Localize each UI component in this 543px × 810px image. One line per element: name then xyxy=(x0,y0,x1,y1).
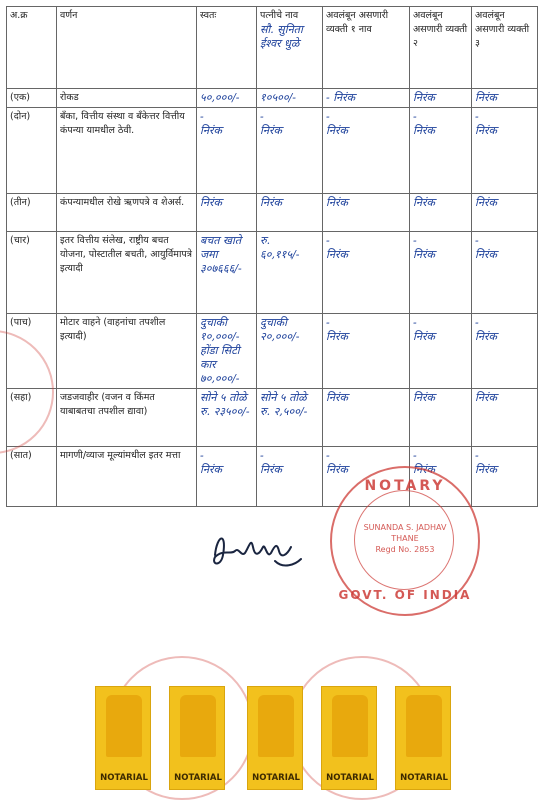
handwritten-entry: - xyxy=(475,110,479,123)
handwritten-entry: निरंक xyxy=(260,124,282,137)
handwritten-entry: - xyxy=(413,234,417,247)
cell-self xyxy=(197,194,257,232)
cell-dep3 xyxy=(472,89,538,108)
handwritten-entry: निरंक xyxy=(413,196,435,209)
table-row xyxy=(7,108,538,194)
row-sr: (सहा) xyxy=(7,389,57,447)
stamp-label: NOTARIAL xyxy=(326,773,374,783)
header-description: वर्णन xyxy=(57,7,197,89)
cell-dep3 xyxy=(472,314,538,389)
cell-spouse xyxy=(257,389,323,447)
cell-self xyxy=(197,447,257,507)
handwritten-entry: होंडा सिटी कार xyxy=(200,344,240,371)
row-description: मोटार वाहने (वाहनांचा तपशील इत्यादी) xyxy=(57,314,197,389)
handwritten-entry: - xyxy=(413,110,417,123)
handwritten-entry: ३०७६६६/- xyxy=(200,262,242,275)
row-sr: (दोन) xyxy=(7,108,57,194)
notarial-stamp xyxy=(395,686,451,790)
seal-top-text: NOTARY xyxy=(364,478,446,494)
handwritten-entry: निरंक xyxy=(475,248,497,261)
row-description: रोकड xyxy=(57,89,197,108)
row-description: इतर वित्तीय संलेख, राष्ट्रीय बचत योजना, पोस्टातील बचती, आयुर्विमापत्रे इत्यादी xyxy=(57,232,197,314)
table-row xyxy=(7,389,538,447)
cell-dep1 xyxy=(323,89,410,108)
notarial-stamps xyxy=(95,686,465,790)
stamp-label: NOTARIAL xyxy=(100,773,148,783)
handwritten-entry: - xyxy=(326,316,330,329)
handwritten-entry: निरंक xyxy=(413,91,435,104)
handwritten-entry: निरंक xyxy=(326,391,348,404)
header-spouse-label: पत्नीचे नाव xyxy=(260,10,299,21)
header-self: स्वतः xyxy=(197,7,257,89)
notarial-stamp xyxy=(247,686,303,790)
seal-notary-name: SUNANDA S. JADHAV xyxy=(363,523,447,532)
row-sr: (एक) xyxy=(7,89,57,108)
table-row xyxy=(7,89,538,108)
cell-dep3 xyxy=(472,232,538,314)
emblem-icon xyxy=(258,695,294,757)
row-description: बँका, वित्तीय संस्था व बँकेत्तर वित्तीय कंपन्या यामधील ठेवी. xyxy=(57,108,197,194)
handwritten-entry: - xyxy=(475,449,479,462)
handwritten-entry: - xyxy=(475,234,479,247)
handwritten-entry: - xyxy=(200,110,204,123)
row-description: कंपन्यामधील रोखे ऋणपत्रे व शेअर्स. xyxy=(57,194,197,232)
row-description: मागणी/व्याज मूल्यांमधील इतर मत्ता xyxy=(57,447,197,507)
handwritten-entry: निरंक xyxy=(475,463,497,476)
handwritten-entry: निरंक xyxy=(260,463,282,476)
handwritten-entry: रु. xyxy=(260,234,271,247)
seal-city: THANE xyxy=(391,534,419,543)
handwritten-entry: - xyxy=(475,316,479,329)
cell-spouse xyxy=(257,108,323,194)
handwritten-entry: - xyxy=(326,234,330,247)
stamp-label: NOTARIAL xyxy=(252,773,300,783)
header-spouse xyxy=(257,7,323,89)
handwritten-entry: निरंक xyxy=(475,196,497,209)
handwritten-entry: निरंक xyxy=(413,463,435,476)
handwritten-entry: - xyxy=(413,449,417,462)
handwritten-entry: रु. २,५००/- xyxy=(260,405,308,418)
table-row xyxy=(7,314,538,389)
row-sr: (चार) xyxy=(7,232,57,314)
notary-seal xyxy=(330,466,480,616)
emblem-icon xyxy=(332,695,368,757)
handwritten-entry: निरंक xyxy=(200,196,222,209)
handwritten-entry: - xyxy=(326,449,330,462)
header-sr: अ.क्र xyxy=(7,7,57,89)
cell-dep2 xyxy=(410,194,472,232)
emblem-icon xyxy=(180,695,216,757)
table-body xyxy=(7,89,538,507)
row-sr: (पाच) xyxy=(7,314,57,389)
handwritten-entry: सोने ५ तोळे xyxy=(200,391,247,404)
cell-spouse xyxy=(257,314,323,389)
handwritten-entry: १०,०००/- xyxy=(200,330,240,343)
stamp-label: NOTARIAL xyxy=(174,773,222,783)
handwritten-entry: निरंक xyxy=(200,124,222,137)
handwritten-entry: निरंक xyxy=(413,391,435,404)
cell-dep1 xyxy=(323,108,410,194)
cell-dep3 xyxy=(472,194,538,232)
cell-dep1 xyxy=(323,232,410,314)
row-sr: (तीन) xyxy=(7,194,57,232)
handwritten-entry: निरंक xyxy=(475,391,497,404)
cell-self xyxy=(197,389,257,447)
handwritten-entry: २०,०००/- xyxy=(260,330,300,343)
header-dependent-2: अवलंबून असणारी व्यक्ती २ xyxy=(410,7,472,89)
handwritten-entry: - निरंक xyxy=(326,91,356,104)
cell-spouse xyxy=(257,89,323,108)
handwritten-entry: ७०,०००/- xyxy=(200,372,240,385)
cell-spouse xyxy=(257,447,323,507)
cell-dep3 xyxy=(472,108,538,194)
cell-self xyxy=(197,232,257,314)
cell-dep2 xyxy=(410,89,472,108)
cell-dep1 xyxy=(323,389,410,447)
handwritten-entry: निरंक xyxy=(326,196,348,209)
handwritten-entry: दुचाकी xyxy=(260,316,287,329)
header-dependent-1: अवलंबून असणारी व्यक्ती १ नाव xyxy=(323,7,410,89)
seal-registration: Regd No. 2853 xyxy=(375,545,435,554)
cell-self xyxy=(197,108,257,194)
cell-dep1 xyxy=(323,314,410,389)
table-row xyxy=(7,194,538,232)
handwritten-entry: बचत खाते जमा xyxy=(200,234,242,261)
cell-dep1 xyxy=(323,194,410,232)
cell-self xyxy=(197,314,257,389)
handwritten-entry: निरंक xyxy=(475,124,497,137)
notarial-stamp xyxy=(169,686,225,790)
stamp-label: NOTARIAL xyxy=(400,773,448,783)
handwritten-entry: निरंक xyxy=(326,463,348,476)
handwritten-entry: निरंक xyxy=(326,124,348,137)
handwritten-entry: - xyxy=(413,316,417,329)
handwritten-entry: १०५००/- xyxy=(260,91,297,104)
handwritten-entry: निरंक xyxy=(475,91,497,104)
handwritten-entry: ६०,११५/- xyxy=(260,248,300,261)
handwritten-entry: निरंक xyxy=(326,330,348,343)
handwritten-entry: - xyxy=(260,449,264,462)
cell-dep2 xyxy=(410,108,472,194)
row-description: जडजवाहीर (वजन व किंमत याबाबतचा तपशील द्यावा) xyxy=(57,389,197,447)
cell-spouse xyxy=(257,194,323,232)
cell-dep3 xyxy=(472,389,538,447)
handwritten-entry: निरंक xyxy=(200,463,222,476)
emblem-icon xyxy=(406,695,442,757)
handwritten-entry: - xyxy=(326,110,330,123)
handwritten-entry: ५०,०००/- xyxy=(200,91,240,104)
table-header-row xyxy=(7,7,538,89)
handwritten-entry: - xyxy=(260,110,264,123)
handwritten-entry: निरंक xyxy=(413,248,435,261)
seal-center-text xyxy=(357,522,453,555)
handwritten-entry: निरंक xyxy=(326,248,348,261)
handwritten-entry: रु. २३५००/- xyxy=(200,405,250,418)
seal-bottom-text: GOVT. OF INDIA xyxy=(338,588,472,602)
cell-dep3 xyxy=(472,447,538,507)
row-sr: (सात) xyxy=(7,447,57,507)
asset-declaration-table xyxy=(6,6,538,507)
handwritten-entry: निरंक xyxy=(475,330,497,343)
cell-dep2 xyxy=(410,389,472,447)
notarial-stamp xyxy=(321,686,377,790)
handwritten-entry: दुचाकी xyxy=(200,316,227,329)
notarial-stamp xyxy=(95,686,151,790)
table-row xyxy=(7,232,538,314)
spouse-name: सौ. सुनिता ईश्वर धुळे xyxy=(260,23,303,50)
header-dependent-3: अवलंबून असणारी व्यक्ती ३ xyxy=(472,7,538,89)
emblem-icon xyxy=(106,695,142,757)
handwritten-entry: - xyxy=(200,449,204,462)
cell-dep2 xyxy=(410,232,472,314)
handwritten-entry: निरंक xyxy=(260,196,282,209)
handwritten-entry: निरंक xyxy=(413,330,435,343)
signature xyxy=(205,525,305,573)
cell-dep2 xyxy=(410,314,472,389)
handwritten-entry: सोने ५ तोळे xyxy=(260,391,307,404)
cell-self xyxy=(197,89,257,108)
handwritten-entry: निरंक xyxy=(413,124,435,137)
cell-spouse xyxy=(257,232,323,314)
